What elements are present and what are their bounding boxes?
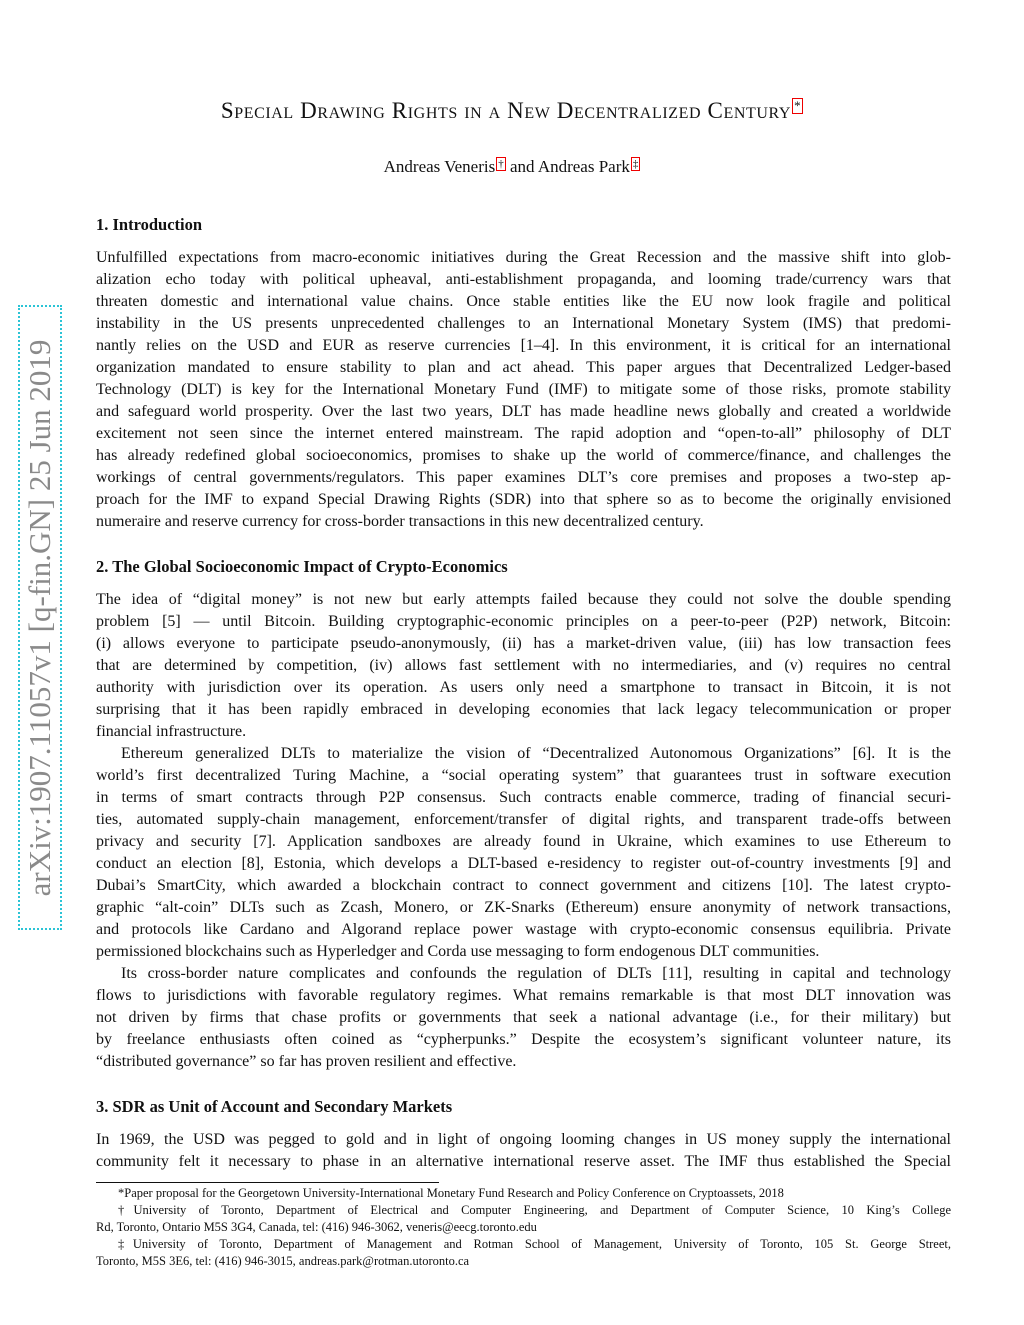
- paragraph-line: organization mandated to ensure stability to plan and act ahead. This paper argues that Decentralized Ledger-based: [96, 359, 951, 376]
- paragraph-line: Ethereum generalized DLTs to materialize the vision of “Decentralized Autonomous Organizations” [6]. It is the: [121, 745, 951, 762]
- paragraph-line: Technology (DLT) is key for the International Monetary Fund (IMF) to mitigate some of those risks, promote stability: [96, 381, 951, 398]
- paragraph-line: graphic “alt-coin” DLTs such as Zcash, Monero, or ZK-Snarks (Ethereum) ensure anonymity of network transactions,: [96, 899, 951, 916]
- arxiv-stamp: [18, 305, 62, 930]
- section-body-global-impact: [96, 589, 951, 1073]
- paragraph-line: threaten domestic and international value chains. Once stable entities like the EU now look fragile and political: [96, 293, 951, 310]
- paragraph-line: alization echo today with political upheaval, anti-establishment propaganda, and looming trade/currency wars that: [96, 271, 951, 288]
- paragraph-line: that are determined by competition, (iv) allows fast settlement with no intermediaries, and (v) requires no central: [96, 657, 951, 674]
- footnote-2: †University of Toronto, Department of Electrical and Computer Engineering, and Department of Computer Science, 10 King’s College: [118, 1203, 951, 1217]
- paragraph-line: permissioned blockchains such as Hyperledger and Corda use messaging to form endogenous DLT communities.: [96, 943, 820, 960]
- author-1: Andreas Veneris: [383, 157, 496, 176]
- footnote-2-cont: Rd, Toronto, Ontario M5S 3G4, Canada, tel: (416) 946-3062, veneris@eecg.toronto.edu: [96, 1220, 537, 1234]
- paragraph-line: problem [5] — until Bitcoin. Building cryptographic-economic principles on a peer-to-peer (P2P) network, Bitcoin:: [96, 613, 951, 630]
- paragraph-line: conduct an election [8], Estonia, which develops a DLT-based e-residency to register out-of-country investments [9] and: [96, 855, 951, 872]
- footnote-3: ‡University of Toronto, Department of Management and Rotman School of Management, University of Toronto, 105 St. George Street,: [118, 1237, 951, 1251]
- paragraph-line: In 1969, the USD was pegged to gold and in light of ongoing looming changes in US money supply the international: [96, 1131, 951, 1148]
- paragraph-line: ties, automated supply-chain management, enforcement/transfer of digital rights, and transparent trade-offs between: [96, 811, 951, 828]
- title-footnote-link[interactable]: *: [794, 98, 802, 113]
- paragraph-line: Dubai’s SmartCity, which awarded a blockchain contract to connect government and citizens [10]. The latest crypto-: [96, 877, 951, 894]
- paragraph-line: community felt it necessary to phase in an alternative international reserve asset. The IMF thus established the Special: [96, 1153, 951, 1170]
- section-heading-introduction: 1. Introduction: [96, 215, 203, 234]
- paragraph-line: not driven by firms that chase profits or governments that seek a national advantage (i.e., for their military) but: [96, 1009, 951, 1026]
- paragraph-line: workings of central governments/regulators. This paper examines DLT’s core premises and proposes a two-step ap-: [96, 469, 951, 486]
- paragraph-line: Its cross-border nature complicates and confounds the regulation of DLTs [11], resulting in capital and technology: [121, 965, 951, 982]
- paragraph-line: (i) allows everyone to participate pseudo-anonymously, (ii) has a market-driven value, (iii) has low transaction fees: [96, 635, 951, 652]
- paragraph-line: flows to jurisdictions with favorable regulatory regimes. What remains remarkable is that most DLT innovation was: [96, 987, 951, 1004]
- paper-title: [0, 98, 1024, 124]
- paragraph-line: proach for the IMF to expand Special Drawing Rights (SDR) into that sphere so as to become the originally envisioned: [96, 491, 951, 508]
- paragraph-line: and protocols like Cardano and Algorand replace power wastage with crypto-economic consensus equilibria. Private: [96, 921, 951, 938]
- paragraph-line: surprising that it has been rapidly embraced in developing economies that lack legacy telecommunication or proper: [96, 701, 951, 718]
- paragraph-line: instability in the US presents unprecedented challenges to an International Monetary System (IMS) that predomi-: [96, 315, 951, 332]
- author-2: Andreas Park: [537, 157, 630, 176]
- paragraph-line: and safeguard world prosperity. Over the last two years, DLT has made headline news globally and created a worldwide: [96, 403, 951, 420]
- section-heading-global-impact: 2. The Global Socioeconomic Impact of Crypto-Economics: [96, 557, 508, 576]
- author-1-footnote-link[interactable]: †: [498, 158, 504, 170]
- footnote-3-cont: Toronto, M5S 3E6, tel: (416) 946-3015, andreas.park@rotman.utoronto.ca: [96, 1254, 470, 1268]
- paragraph-line: Unfulfilled expectations from macro-economic initiatives during the Great Recession and the massive shift into glob-: [96, 249, 951, 266]
- paragraph-line: world’s first decentralized Turing Machine, a “social operating system” that guarantees trust in software execution: [96, 767, 951, 784]
- paragraph-line: has already redefined global socioeconomics, promises to shake up the world of commerce/finance, and challenges the: [96, 447, 951, 464]
- paragraph-line: The idea of “digital money” is not new but early attempts failed because they could not solve the double spending: [96, 591, 951, 608]
- paragraph-line: “distributed governance” so far has proven resilient and effective.: [96, 1053, 517, 1070]
- section-body-introduction: [96, 247, 951, 533]
- authors-and: and: [505, 157, 538, 176]
- title-text: Special Drawing Rights in a New Decentralized Century: [220, 98, 792, 123]
- paragraph-line: privacy and security [7]. Application sandboxes are already found in Ukraine, which examines to use Ethereum to: [96, 833, 951, 850]
- paragraph-line: authority with jurisdiction over its operation. As users only need a smartphone to transact in Bitcoin, it is not: [96, 679, 951, 696]
- footnotes: [96, 1185, 951, 1270]
- section-heading-sdr: 3. SDR as Unit of Account and Secondary Markets: [96, 1097, 453, 1116]
- author-2-footnote-link[interactable]: ‡: [632, 158, 639, 170]
- authors: [0, 157, 1024, 177]
- paragraph-line: excitement not seen since the internet entered mainstream. The rapid adoption and “open-to-all” philosophy of DLT: [96, 425, 951, 442]
- arxiv-id: arXiv:1907.11057v1 [q-fin.GN] 25 Jun 2019: [22, 339, 57, 896]
- paragraph-line: numeraire and reserve currency for cross-border transactions in this new decentralized century.: [96, 513, 704, 530]
- footnote-rule: [96, 1182, 439, 1183]
- paragraph-line: nantly relies on the USD and EUR as reserve currencies [1–4]. In this environment, it is critical for an international: [96, 337, 951, 354]
- paragraph-line: financial infrastructure.: [96, 723, 247, 740]
- paragraph-line: by freelance enthusiasts often coined as “cypherpunks.” Despite the ecosystem’s significant volunteer nature, its: [96, 1031, 951, 1048]
- footnote-1: *Paper proposal for the Georgetown University-International Monetary Fund Research and Policy Conference on Cryptoassets, 2018: [118, 1186, 784, 1200]
- section-body-sdr: [96, 1129, 951, 1173]
- paragraph-line: in terms of smart contracts through P2P consensus. Such contracts enable commerce, trading of financial securi-: [96, 789, 951, 806]
